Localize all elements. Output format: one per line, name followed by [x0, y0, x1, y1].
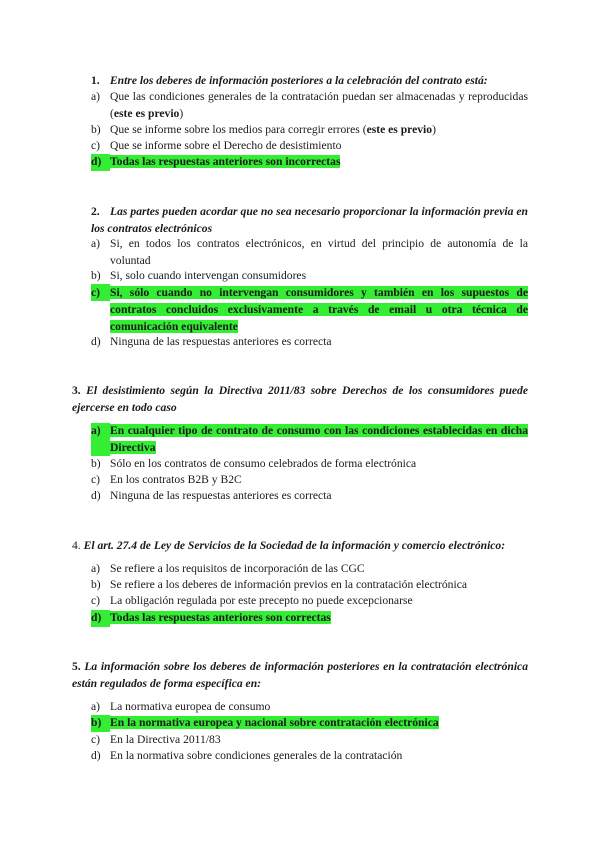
q3-option-b: b) Sólo en los contratos de consumo celebrados de forma electrónica [91, 457, 417, 470]
q5-option-b: b) En la normativa europea y nacional sobre contratación electrónica [91, 715, 528, 732]
q5-option-a: a) La normativa europea de consumo [91, 700, 271, 713]
q2-option-d: d) Ninguna de las respuestas anteriores es correcta [91, 335, 332, 348]
question-1-number: 1. [91, 74, 100, 87]
question-3-text: El desistimiento según la Directiva 2011/83 sobre Derechos de los consumidores puede ejercerse en todo caso [72, 384, 528, 414]
answer-highlight: Todas las respuestas anteriores son correctas [110, 611, 331, 624]
question-2-number: 2. [91, 205, 100, 218]
q1-option-a: a) Que las condiciones generales de la contratación puedan ser almacenadas y reproducidas (este es previo) [91, 90, 528, 120]
q4-option-c: c) La obligación regulada por este precepto no puede excepcionarse [91, 594, 413, 607]
question-2-text: Las partes pueden acordar que no sea necesario proporcionar la información previa en los contratos electrónicos [91, 205, 528, 235]
question-4 [72, 537, 528, 554]
q2-option-c: c) Si, sólo cuando no intervengan consumidores y también en los supuestos de contratos concluidos exclusivamente a través de email u otra técnica de comunicación equivalente [91, 286, 528, 333]
question-3-number: 3. [72, 384, 81, 397]
q4-option-a: a) Se refiere a los requisitos de incorporación de las CGC [91, 562, 365, 575]
q2-option-a: a) Si, en todos los contratos electrónicos, en virtud del principio de autonomía de la voluntad [91, 237, 528, 267]
q4-option-b: b) Se refiere a los deberes de información previos en la contratación electrónica [91, 578, 467, 591]
q3-option-a: a) En cualquier tipo de contrato de consumo con las condiciones establecidas en dicha Directiva [91, 423, 528, 456]
answer-highlight: En cualquier tipo de contrato de consumo con las condiciones establecidas en dicha Directiva [110, 424, 528, 454]
q1-option-b: b) Que se informe sobre los medios para corregir errores (este es previo) [91, 123, 436, 136]
question-1-text: Entre los deberes de información posteriores a la celebración del contrato está: [109, 74, 488, 87]
question-5-number: 5. [72, 660, 81, 673]
q5-option-d: d) En la normativa sobre condiciones generales de la contratación [91, 749, 403, 762]
q1-option-d: d) Todas las respuestas anteriores son incorrectas [91, 154, 528, 171]
question-5 [72, 658, 528, 692]
question-5-text: La información sobre los deberes de información posteriores en la contratación electrónica están regulados de forma específica en: [72, 660, 528, 690]
question-2 [91, 203, 528, 237]
q3-option-c: c) En los contratos B2B y B2C [91, 473, 242, 486]
answer-highlight: En la normativa europea y nacional sobre contratación electrónica [110, 716, 439, 729]
question-1 [91, 72, 528, 89]
question-4-text: El art. 27.4 de Ley de Servicios de la Sociedad de la información y comercio electrónico: [83, 539, 506, 552]
q1-option-c: c) Que se informe sobre el Derecho de desistimiento [91, 139, 342, 152]
answer-highlight: Si, sólo cuando no intervengan consumidores y también en los supuestos de contratos concluidos exclusivamente a través de email u otra técnica de comunicación equivalente [110, 286, 528, 333]
q2-option-b: b) Si, solo cuando intervengan consumidores [91, 269, 307, 282]
question-3 [72, 382, 528, 416]
q4-option-d: d) Todas las respuestas anteriores son correctas [91, 610, 528, 627]
q3-option-d: d) Ninguna de las respuestas anteriores es correcta [91, 489, 332, 502]
answer-highlight: Todas las respuestas anteriores son incorrectas [110, 155, 341, 168]
question-4-number: 4. [72, 539, 81, 552]
q5-option-c: c) En la Directiva 2011/83 [91, 733, 221, 746]
